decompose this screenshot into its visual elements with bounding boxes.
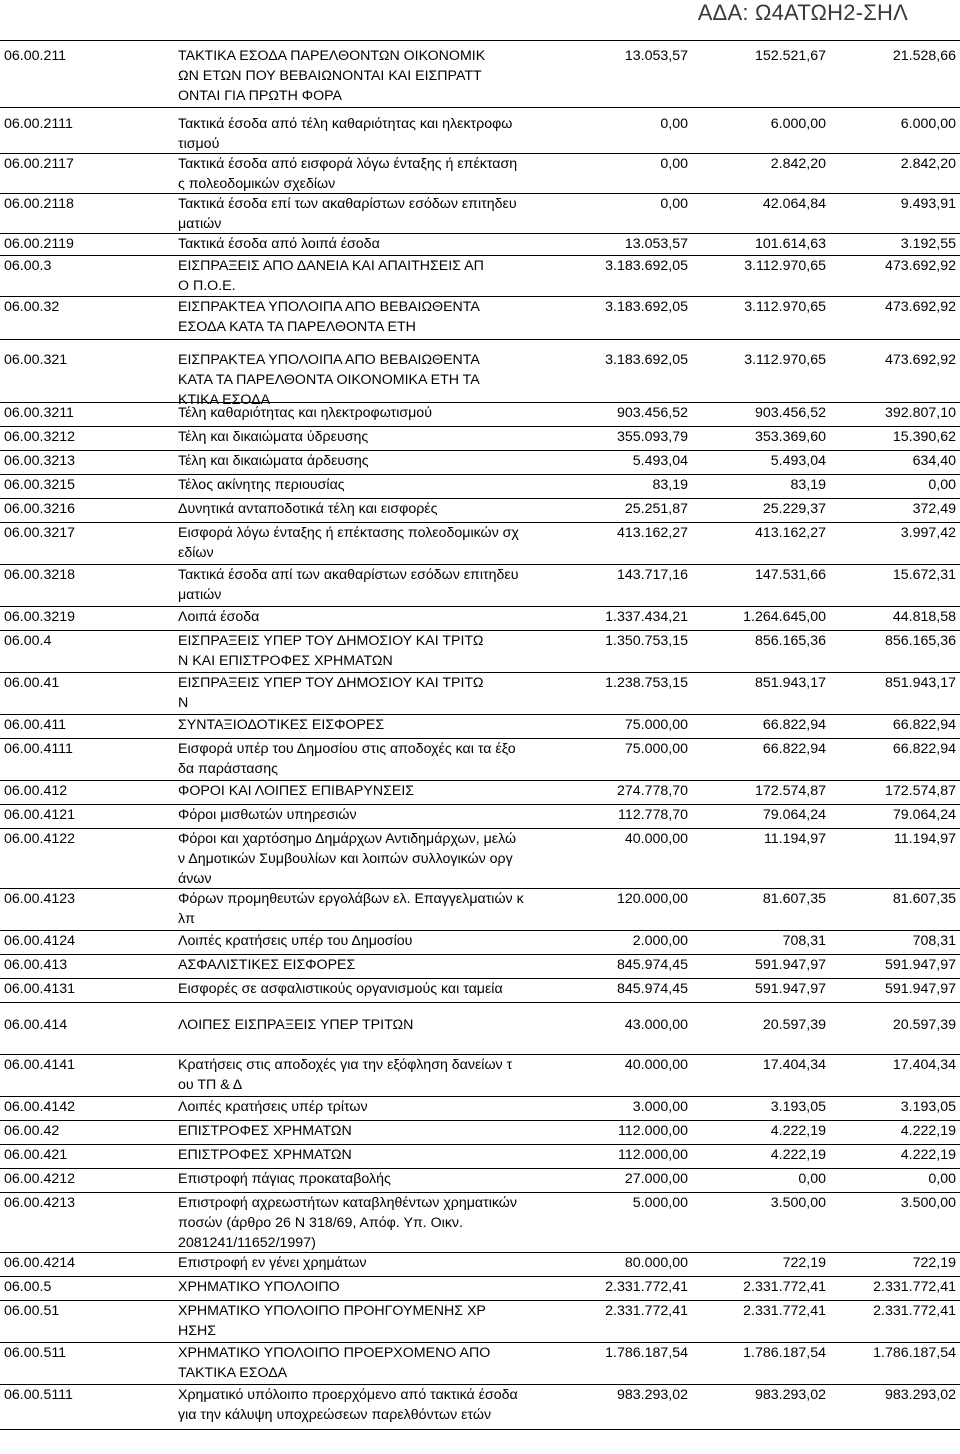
account-description: Λοιπές κρατήσεις υπέρ του Δημοσίου: [178, 933, 413, 949]
amount-col-2: 903.456,52: [754, 405, 826, 421]
table-row: [0, 1121, 960, 1145]
amount-col-3: 9.493,91: [900, 196, 956, 212]
table-row: [0, 297, 960, 340]
account-code: 06.00.414: [4, 1017, 68, 1033]
account-code: 06.00.4213: [4, 1195, 76, 1211]
table-row: [0, 403, 960, 427]
account-code: 06.00.2111: [4, 116, 73, 132]
amount-col-2: 20.597,39: [762, 1017, 826, 1033]
amount-col-1: 1.238.753,15: [605, 675, 688, 691]
amount-col-3: 15.390,62: [892, 429, 956, 445]
account-description: Εισφορά λόγω ένταξης ή επέκτασης πολεοδομικών σχ εδίων: [178, 525, 519, 561]
account-code: 06.00.5111: [4, 1387, 73, 1403]
amount-col-3: 81.607,35: [892, 891, 956, 907]
account-code: 06.00.42: [4, 1123, 60, 1139]
amount-col-1: 83,19: [652, 477, 688, 493]
account-code: 06.00.3213: [4, 453, 76, 469]
amount-col-2: 591.947,97: [754, 981, 826, 997]
account-code: 06.00.5: [4, 1279, 52, 1295]
account-code: 06.00.4141: [4, 1057, 76, 1073]
amount-col-2: 722,19: [782, 1255, 826, 1271]
amount-col-3: 983.293,02: [884, 1387, 956, 1403]
table-row: [0, 523, 960, 565]
table-row: [0, 1097, 960, 1121]
amount-col-3: 4.222,19: [900, 1123, 956, 1139]
table-row: [0, 194, 960, 234]
account-description: Τακτικά έσοδα από τέλη καθαριότητας και ηλεκτροφω τισμού: [178, 116, 513, 152]
account-description: ΧΡΗΜΑΤΙΚΟ ΥΠΟΛΟΙΠΟ: [178, 1279, 340, 1295]
amount-col-3: 11.194,97: [893, 831, 956, 847]
account-description: Εισφορά υπέρ του Δημοσίου στις αποδοχές και τα έξο δα παράστασης: [178, 741, 516, 777]
account-code: 06.00.4212: [4, 1171, 76, 1187]
amount-col-1: 3.183.692,05: [605, 258, 688, 274]
table-row: [0, 1015, 960, 1055]
amount-col-1: 27.000,00: [624, 1171, 688, 1187]
amount-col-3: 0,00: [928, 1171, 956, 1187]
account-code: 06.00.413: [4, 957, 68, 973]
amount-col-1: 40.000,00: [624, 1057, 688, 1073]
table-row: [0, 427, 960, 451]
amount-col-1: 112.778,70: [618, 807, 688, 823]
account-code: 06.00.421: [4, 1147, 68, 1163]
amount-col-2: 353.369,60: [754, 429, 826, 445]
account-description: Χρηματικό υπόλοιπο προερχόμενο από τακτικά έσοδα για την κάλυψη υποχρεώσεων παρελθόντων ετών: [178, 1387, 518, 1423]
account-code: 06.00.41: [4, 675, 60, 691]
amount-col-3: 851.943,17: [884, 675, 956, 691]
account-code: 06.00.321: [4, 352, 68, 368]
account-description: ΑΣΦΑΛΙΣΤΙΚΕΣ ΕΙΣΦΟΡΕΣ: [178, 957, 356, 973]
table-row: [0, 350, 960, 408]
amount-col-3: 3.500,00: [900, 1195, 956, 1211]
amount-col-2: 3.112.970,65: [744, 258, 826, 274]
account-description: ΕΠΙΣΤΡΟΦΕΣ ΧΡΗΜΑΤΩΝ: [178, 1123, 352, 1139]
account-description: Τέλη καθαριότητας και ηλεκτροφωτισμού: [178, 405, 432, 421]
amount-col-2: 6.000,00: [770, 116, 826, 132]
amount-col-1: 274.778,70: [616, 783, 688, 799]
account-code: 06.00.2118: [4, 196, 74, 212]
amount-col-3: 66.822,94: [892, 717, 956, 733]
top-rule: [0, 40, 960, 41]
amount-col-2: 591.947,97: [754, 957, 826, 973]
table-row: [0, 1169, 960, 1193]
table-row: [0, 234, 960, 256]
amount-col-1: 845.974,45: [616, 957, 688, 973]
amount-col-1: 75.000,00: [624, 741, 688, 757]
table-row: [0, 1253, 960, 1277]
account-description: ΕΠΙΣΤΡΟΦΕΣ ΧΡΗΜΑΤΩΝ: [178, 1147, 352, 1163]
amount-col-2: 147.531,66: [754, 567, 826, 583]
table-row: [0, 1343, 960, 1385]
table-row: [0, 607, 960, 631]
account-description: ΤΑΚΤΙΚΑ ΕΣΟΔΑ ΠΑΡΕΛΘΟΝΤΩΝ ΟΙΚΟΝΟΜΙΚ ΩΝ ΕΤΩΝ ΠΟΥ ΒΕΒΑΙΩΝΟΝΤΑΙ ΚΑΙ ΕΙΣΠΡΑΤΤ ΟΝΤΑΙ ΓΙΑ ΠΡΩΤΗ ΦΟΡΑ: [178, 48, 486, 104]
amount-col-2: 4.222,19: [770, 1147, 826, 1163]
table-row: [0, 829, 960, 889]
amount-col-2: 2.331.772,41: [743, 1303, 826, 1319]
account-code: 06.00.51: [4, 1303, 60, 1319]
account-description: Τακτικά έσοδα από λοιπά έσοδα: [178, 236, 380, 252]
revenue-table: [0, 46, 960, 1430]
account-description: Επιστροφή πάγιας προκαταβολής: [178, 1171, 391, 1187]
amount-col-1: 80.000,00: [624, 1255, 688, 1271]
account-description: ΧΡΗΜΑΤΙΚΟ ΥΠΟΛΟΙΠΟ ΠΡΟΗΓΟΥΜΕΝΗΣ ΧΡ ΗΣΗΣ: [178, 1303, 486, 1339]
table-row: [0, 1385, 960, 1430]
amount-col-1: 355.093,79: [616, 429, 688, 445]
amount-col-3: 3.997,42: [900, 525, 956, 541]
account-code: 06.00.4123: [4, 891, 76, 907]
account-code: 06.00.4122: [4, 831, 76, 847]
amount-col-1: 2.000,00: [632, 933, 688, 949]
amount-col-2: 17.404,34: [762, 1057, 826, 1073]
amount-col-3: 2.331.772,41: [873, 1279, 956, 1295]
account-description: Τακτικά έσοδα από εισφορά λόγω ένταξης ή επέκταση ς πολεοδομικών σχεδίων: [178, 156, 518, 192]
table-row: [0, 1055, 960, 1097]
amount-col-2: 708,31: [782, 933, 826, 949]
account-code: 06.00.2117: [4, 156, 74, 172]
amount-col-3: 20.597,39: [892, 1017, 956, 1033]
amount-col-2: 4.222,19: [770, 1123, 826, 1139]
amount-col-3: 856.165,36: [884, 633, 956, 649]
amount-col-1: 13.053,57: [624, 236, 688, 252]
account-description: Τέλος ακίνητης περιουσίας: [178, 477, 345, 493]
amount-col-3: 2.842,20: [900, 156, 956, 172]
amount-col-2: 101.614,63: [754, 236, 826, 252]
table-row: [0, 1277, 960, 1301]
amount-col-1: 0,00: [660, 156, 688, 172]
account-description: Δυνητικά ανταποδοτικά τέλη και εισφορές: [178, 501, 438, 517]
amount-col-2: 81.607,35: [762, 891, 826, 907]
account-code: 06.00.3215: [4, 477, 76, 493]
table-row: [0, 889, 960, 931]
amount-col-2: 3.193,05: [770, 1099, 826, 1115]
account-description: Επιστροφή εν γένει χρημάτων: [178, 1255, 367, 1271]
account-description: Τέλη και δικαιώματα άρδευσης: [178, 453, 369, 469]
amount-col-2: 413.162,27: [754, 525, 826, 541]
amount-col-2: 172.574,87: [754, 783, 826, 799]
account-code: 06.00.4111: [4, 741, 73, 757]
amount-col-3: 473.692,92: [884, 352, 956, 368]
amount-col-3: 1.786.187,54: [873, 1345, 956, 1361]
amount-col-1: 2.331.772,41: [605, 1303, 688, 1319]
account-code: 06.00.3217: [4, 525, 76, 541]
amount-col-2: 983.293,02: [754, 1387, 826, 1403]
account-description: ΦΟΡΟΙ ΚΑΙ ΛΟΙΠΕΣ ΕΠΙΒΑΡΥΝΣΕΙΣ: [178, 783, 415, 799]
table-row: [0, 499, 960, 523]
amount-col-3: 591.947,97: [884, 957, 956, 973]
amount-col-1: 3.183.692,05: [605, 299, 688, 315]
table-row: [0, 1193, 960, 1253]
amount-col-2: 1.786.187,54: [743, 1345, 826, 1361]
amount-col-3: 79.064,24: [892, 807, 956, 823]
amount-col-3: 4.222,19: [900, 1147, 956, 1163]
account-code: 06.00.3219: [4, 609, 76, 625]
table-row: [0, 256, 960, 297]
amount-col-3: 21.528,66: [892, 48, 956, 64]
amount-col-3: 66.822,94: [892, 741, 956, 757]
amount-col-1: 75.000,00: [624, 717, 688, 733]
amount-col-2: 3.500,00: [770, 1195, 826, 1211]
amount-col-2: 3.112.970,65: [744, 299, 826, 315]
account-code: 06.00.4124: [4, 933, 76, 949]
account-description: Τέλη και δικαιώματα ύδρευσης: [178, 429, 369, 445]
amount-col-2: 42.064,84: [762, 196, 826, 212]
amount-col-3: 17.404,34: [892, 1057, 956, 1073]
account-code: 06.00.4214: [4, 1255, 76, 1271]
account-code: 06.00.32: [4, 299, 60, 315]
account-description: ΧΡΗΜΑΤΙΚΟ ΥΠΟΛΟΙΠΟ ΠΡΟΕΡΧΟΜΕΝΟ ΑΠΟ ΤΑΚΤΙΚΑ ΕΣΟΔΑ: [178, 1345, 491, 1381]
account-description: Εισφορές σε ασφαλιστικούς οργανισμούς και ταμεία: [178, 981, 503, 997]
amount-col-3: 708,31: [912, 933, 956, 949]
amount-col-2: 2.842,20: [770, 156, 826, 172]
account-description: ΕΙΣΠΡΑΞΕΙΣ ΑΠΟ ΔΑΝΕΙΑ ΚΑΙ ΑΠΑΙΤΗΣΕΙΣ ΑΠ Ο Π.Ο.Ε.: [178, 258, 484, 294]
table-row: [0, 955, 960, 979]
amount-col-2: 851.943,17: [754, 675, 826, 691]
amount-col-1: 1.337.434,21: [605, 609, 688, 625]
amount-col-2: 66.822,94: [762, 741, 826, 757]
account-description: Τακτικά έσοδα επί των ακαθαρίστων εσόδων επιτηδευ ματιών: [178, 196, 517, 232]
table-row: [0, 46, 960, 108]
amount-col-1: 40.000,00: [624, 831, 688, 847]
table-row: [0, 931, 960, 955]
account-description: ΛΟΙΠΕΣ ΕΙΣΠΡΑΞΕΙΣ ΥΠΕΡ ΤΡΙΤΩΝ: [178, 1017, 414, 1033]
amount-col-2: 3.112.970,65: [744, 352, 826, 368]
account-description: Λοιπά έσοδα: [178, 609, 260, 625]
amount-col-2: 152.521,67: [754, 48, 826, 64]
account-description: ΣΥΝΤΑΞΙΟΔΟΤΙΚΕΣ ΕΙΣΦΟΡΕΣ: [178, 717, 385, 733]
account-code: 06.00.4121: [4, 807, 76, 823]
amount-col-3: 44.818,58: [892, 609, 956, 625]
amount-col-1: 3.183.692,05: [605, 352, 688, 368]
table-row: [0, 1301, 960, 1343]
account-code: 06.00.2119: [4, 236, 74, 252]
table-row: [0, 979, 960, 1003]
amount-col-3: 372,49: [912, 501, 956, 517]
ada-code: ΑΔΑ: Ω4ΑΤΩΗ2-ΣΗΛ: [697, 0, 908, 25]
amount-col-1: 903.456,52: [616, 405, 688, 421]
amount-col-2: 1.264.645,00: [743, 609, 826, 625]
account-code: 06.00.3211: [4, 405, 74, 421]
account-description: ΕΙΣΠΡΑΚΤΕΑ ΥΠΟΛΟΙΠΑ ΑΠΟ ΒΕΒΑΙΩΘΕΝΤΑ ΕΣΟΔΑ ΚΑΤΑ ΤΑ ΠΑΡΕΛΘΟΝΤΑ ΕΤΗ: [178, 299, 480, 335]
amount-col-1: 983.293,02: [616, 1387, 688, 1403]
account-code: 06.00.3216: [4, 501, 76, 517]
amount-col-1: 25.251,87: [624, 501, 688, 517]
amount-col-1: 845.974,45: [616, 981, 688, 997]
table-row: [0, 451, 960, 475]
amount-col-2: 0,00: [798, 1171, 826, 1187]
table-row: [0, 154, 960, 194]
account-description: Φόροι και χαρτόσημο Δημάρχων Αντιδημάρχων, μελώ ν Δημοτικών Συμβουλίων και λοιπών συλλογικών οργ άνων: [178, 831, 517, 887]
amount-col-2: 5.493,04: [770, 453, 826, 469]
amount-col-3: 473.692,92: [884, 258, 956, 274]
amount-col-3: 634,40: [912, 453, 956, 469]
table-row: [0, 475, 960, 499]
account-description: Τακτικά έσοδα απί των ακαθαρίστων εσόδων επιτηδευ ματιών: [178, 567, 519, 603]
table-row: [0, 739, 960, 781]
amount-col-2: 79.064,24: [762, 807, 826, 823]
table-row: [0, 673, 960, 715]
amount-col-2: 66.822,94: [762, 717, 826, 733]
account-description: Φόρων προμηθευτών εργολάβων ελ. Επαγγελματιών κ λπ: [178, 891, 524, 927]
account-description: Φόροι μισθωτών υπηρεσιών: [178, 807, 357, 823]
account-code: 06.00.411: [4, 717, 67, 733]
amount-col-3: 3.193,05: [900, 1099, 956, 1115]
amount-col-3: 392.807,10: [884, 405, 956, 421]
account-code: 06.00.511: [4, 1345, 67, 1361]
amount-col-1: 0,00: [660, 196, 688, 212]
table-row: [0, 781, 960, 805]
amount-col-1: 5.000,00: [632, 1195, 688, 1211]
amount-col-1: 3.000,00: [632, 1099, 688, 1115]
amount-col-1: 143.717,16: [616, 567, 688, 583]
table-row: [0, 114, 960, 154]
table-row: [0, 715, 960, 739]
amount-col-1: 120.000,00: [616, 891, 688, 907]
amount-col-1: 112.000,00: [618, 1147, 688, 1163]
amount-col-3: 0,00: [928, 477, 956, 493]
amount-col-2: 25.229,37: [762, 501, 826, 517]
account-description: ΕΙΣΠΡΑΞΕΙΣ ΥΠΕΡ ΤΟΥ ΔΗΜΟΣΙΟΥ ΚΑΙ ΤΡΙΤΩ Ν: [178, 675, 484, 711]
account-description: Κρατήσεις στις αποδοχές για την εξόφληση δανείων τ ου ΤΠ & Δ: [178, 1057, 513, 1093]
account-code: 06.00.4142: [4, 1099, 76, 1115]
amount-col-1: 413.162,27: [616, 525, 688, 541]
amount-col-1: 112.000,00: [618, 1123, 688, 1139]
amount-col-3: 3.192,55: [900, 236, 956, 252]
table-row: [0, 631, 960, 673]
account-code: 06.00.4: [4, 633, 52, 649]
account-description: ΕΙΣΠΡΑΚΤΕΑ ΥΠΟΛΟΙΠΑ ΑΠΟ ΒΕΒΑΙΩΘΕΝΤΑ ΚΑΤΑ ΤΑ ΠΑΡΕΛΘΟΝΤΑ ΟΙΚΟΝΟΜΙΚΑ ΕΤΗ ΤΑ ΚΤΙΚΑ ΕΣΟΔΑ: [178, 352, 480, 408]
amount-col-3: 722,19: [912, 1255, 956, 1271]
amount-col-1: 13.053,57: [624, 48, 688, 64]
table-row: [0, 565, 960, 607]
account-code: 06.00.211: [4, 48, 67, 64]
account-description: ΕΙΣΠΡΑΞΕΙΣ ΥΠΕΡ ΤΟΥ ΔΗΜΟΣΙΟΥ ΚΑΙ ΤΡΙΤΩ Ν ΚΑΙ ΕΠΙΣΤΡΟΦΕΣ ΧΡΗΜΑΤΩΝ: [178, 633, 484, 669]
amount-col-1: 0,00: [660, 116, 688, 132]
table-row: [0, 805, 960, 829]
account-code: 06.00.3: [4, 258, 52, 274]
account-code: 06.00.3212: [4, 429, 76, 445]
amount-col-3: 473.692,92: [884, 299, 956, 315]
account-description: Επιστροφή αχρεωστήτων καταβληθέντων χρηματικών ποσών (άρθρο 26 Ν 318/69, Απόφ. Υπ. Οικν. 2081241/11652/1997): [178, 1195, 517, 1251]
account-code: 06.00.3218: [4, 567, 76, 583]
amount-col-3: 6.000,00: [900, 116, 956, 132]
amount-col-2: 2.331.772,41: [743, 1279, 826, 1295]
amount-col-1: 1.350.753,15: [605, 633, 688, 649]
account-code: 06.00.4131: [4, 981, 76, 997]
amount-col-1: 1.786.187,54: [605, 1345, 688, 1361]
amount-col-2: 83,19: [790, 477, 826, 493]
amount-col-2: 856.165,36: [754, 633, 826, 649]
amount-col-3: 172.574,87: [884, 783, 956, 799]
amount-col-1: 43.000,00: [624, 1017, 688, 1033]
amount-col-3: 15.672,31: [892, 567, 956, 583]
account-description: Λοιπές κρατήσεις υπέρ τρίτων: [178, 1099, 368, 1115]
account-code: 06.00.412: [4, 783, 68, 799]
amount-col-2: 11.194,97: [763, 831, 826, 847]
amount-col-3: 591.947,97: [884, 981, 956, 997]
amount-col-1: 5.493,04: [632, 453, 688, 469]
table-row: [0, 1145, 960, 1169]
amount-col-3: 2.331.772,41: [873, 1303, 956, 1319]
amount-col-1: 2.331.772,41: [605, 1279, 688, 1295]
